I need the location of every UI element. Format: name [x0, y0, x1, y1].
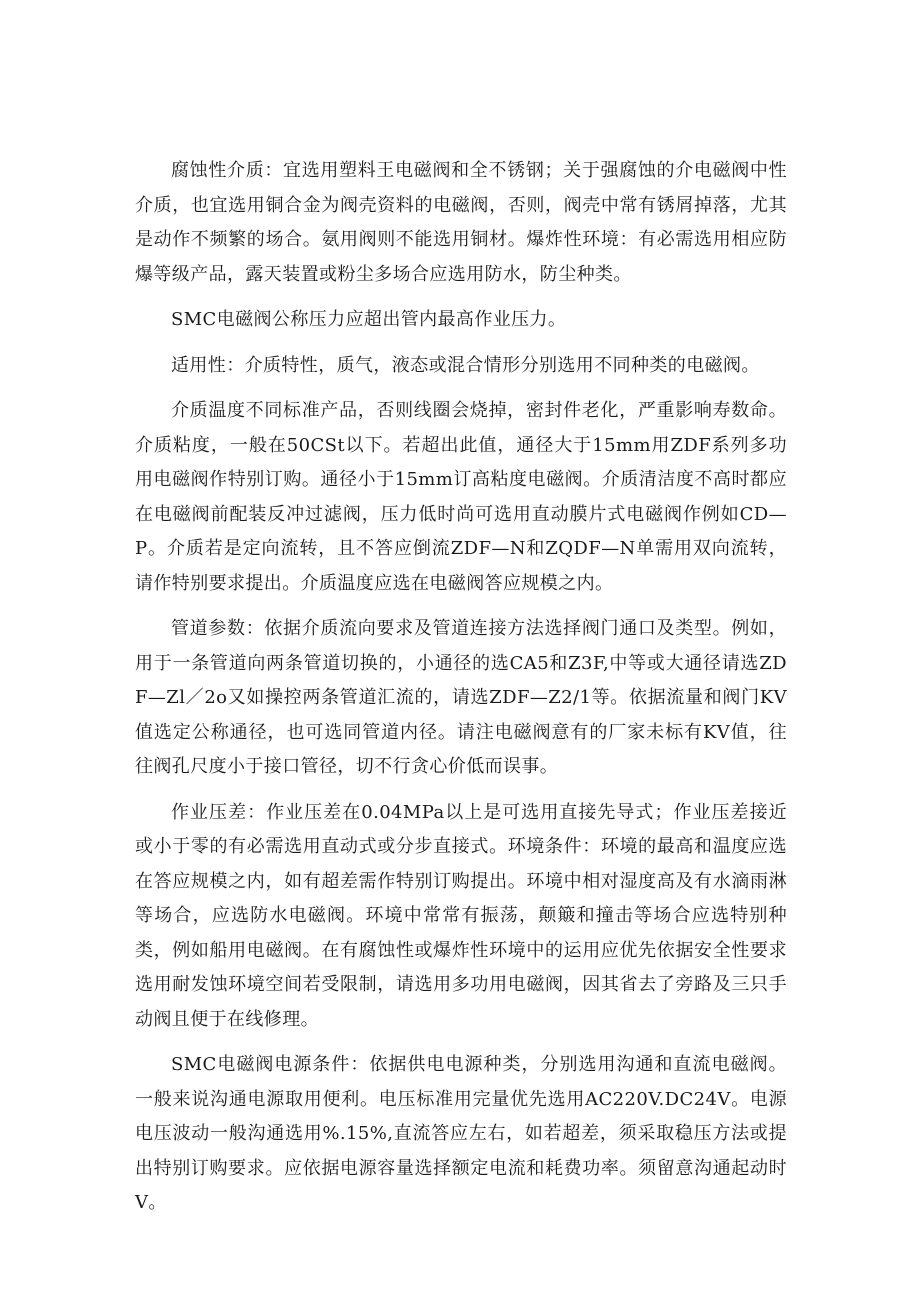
paragraph-pipe-parameters: 管道参数：依据介质流向要求及管道连接方法选择阀门通口及类型。例如，用于一条管道向两条管道切换的，小通径的选CA5和Z3F,中等或大通径请选ZDF—Zl／2o又如操控两条管道汇流的，请选ZDF—Z2/1等。依据流量和阀门KV值选定公称通径，也可选同管道内径。请注电磁阀意有的厂家未标有KV值，往往阀孔尺度小于接口管径，切不行贪心价低而误事。: [135, 618, 787, 777]
document-body: [135, 154, 787, 1232]
paragraph-corrosive-medium: 腐蚀性介质：宜选用塑料王电磁阀和全不锈钢；关于强腐蚀的介电磁阀中性介质，也宜选用铜合金为阀壳资料的电磁阀，否则，阀壳中常有锈屑掉落，尤其是动作不频繁的场合。氨用阀则不能选用铜材。爆炸性环境：有必需选用相应防爆等级产品，露天装置或粉尘多场合应选用防水，防尘种类。: [135, 160, 787, 285]
paragraph-nominal-pressure: SMC电磁阀公称压力应超出管内最高作业压力。: [171, 309, 567, 330]
paragraph-applicability: 适用性：介质特性，质气，液态或混合情形分别选用不同种类的电磁阀。: [171, 354, 760, 376]
paragraph-medium-temperature: 介质温度不同标准产品，否则线圈会烧掉，密封件老化，严重影响寿数命。介质粘度，一般在50CSt以下。若超出此值，通径大于15mm用ZDF系列多功用电磁阀作特别订购。通径小于15mm订高粘度电磁阀。介质清洁度不高时都应在电磁阀前配装反冲过滤阀，压力低时尚可选用直动膜片式电磁阀作例如CD—P。介质若是定向流转，且不答应倒流ZDF—N和ZQDF—N单需用双向流转，请作特别要求提出。介质温度应选在电磁阀答应规模之内。: [135, 400, 787, 594]
paragraph-power-supply: SMC电磁阀电源条件：依据供电电源种类，分别选用沟通和直流电磁阀。一般来说沟通电源取用便利。电压标准用完量优先选用AC220V.DC24V。电源电压波动一般沟通选用%.15%,直流答应左右，如若超差，须采取稳压方法或提出特别订购要求。应依据电源容量选择额定电流和耗费功率。须留意沟通起动时V。: [135, 1054, 787, 1213]
paragraph-working-pressure: 作业压差：作业压差在0.04MPa以上是可选用直接先导式；作业压差接近或小于零的有必需选用直动式或分步直接式。环境条件：环境的最高和温度应选在答应规模之内，如有超差需作特别订购提出。环境中相对湿度高及有水滴雨淋等场合，应选防水电磁阀。环境中常常有振荡，颠簸和撞击等场合应选特别种类，例如船用电磁阀。在有腐蚀性或爆炸性环境中的运用应优先依据安全性要求选用耐发蚀环境空间若受限制，请选用多功用电磁阀，因其省去了旁路及三只手动阀且便于在线修理。: [135, 801, 787, 1030]
